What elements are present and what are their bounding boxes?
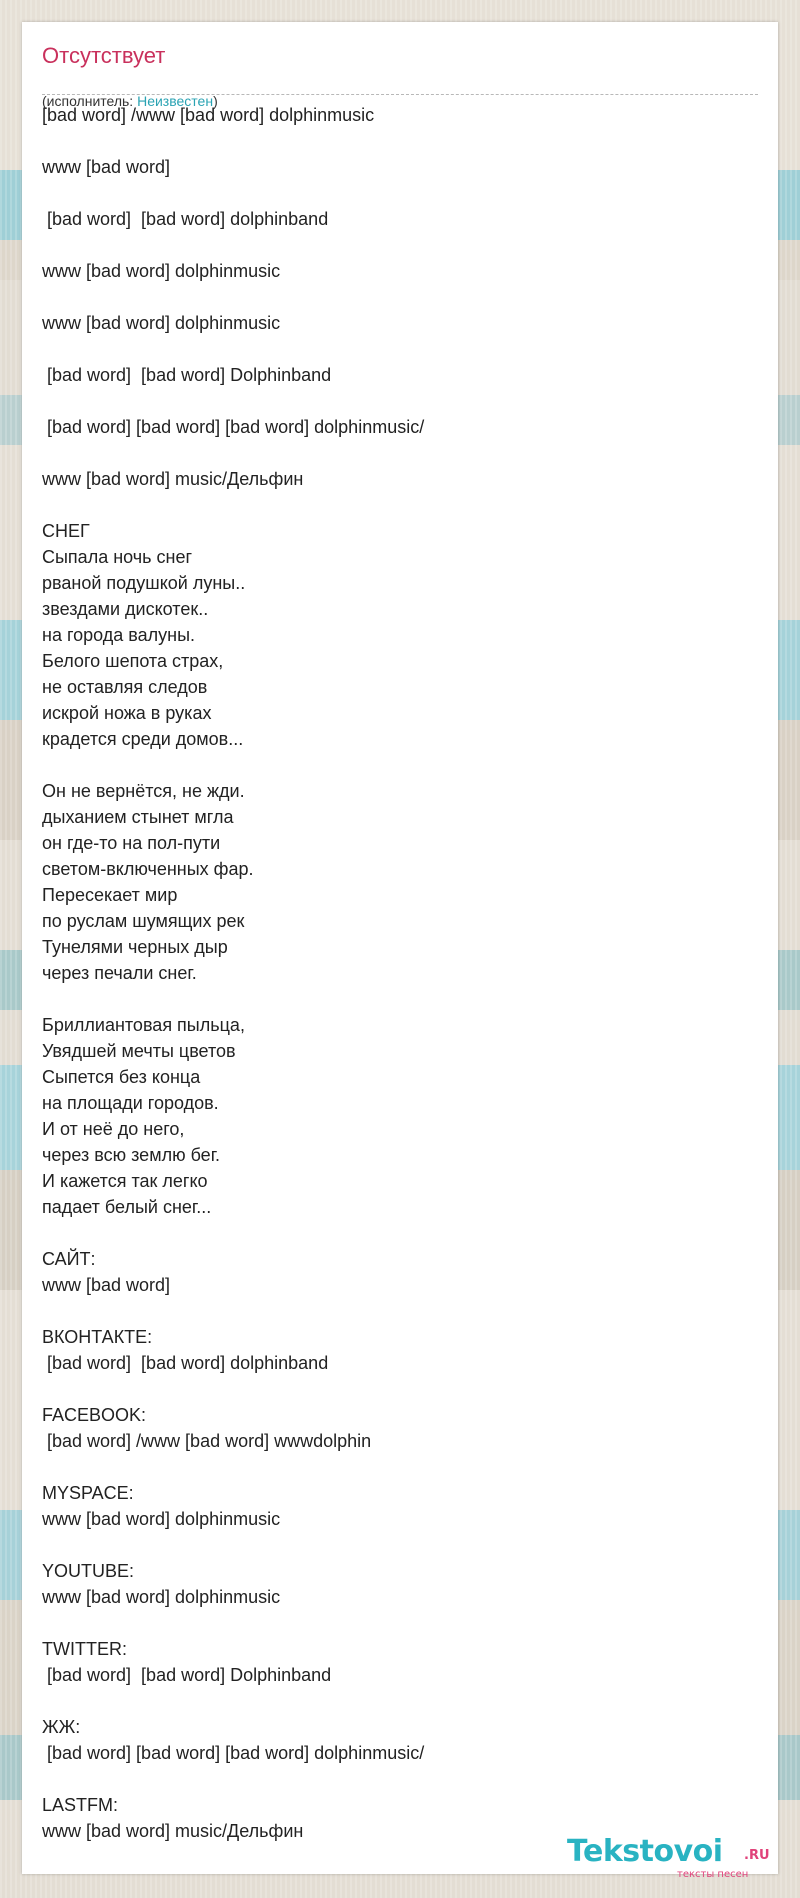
site-logo[interactable]	[567, 1834, 770, 1880]
lyrics-text: [bad word] /www [bad word] dolphinmusic www [bad word] [bad word] [bad word] dolphinband www [bad word] dolphinmusic www [bad word] dolphinmusic [bad word] [bad word] Dolphinband [bad word] [bad word] [bad word] dolphinmusic/ www [bad word] music/Дельфин СНЕГ Сыпала ночь снег рваной подушкой луны.. звездами дискотек.. на города валуны. Белого шепота страх, не оставляя следов искрой ножа в руках крадется среди домов... Он не вернётся, не жди. дыханием стынет мгла он где-то на пол-пути светом-включенных фар. Пересекает мир по руслам шумящих рек Тунелями черных дыр через печали снег. Бриллиантовая пыльца, Увядшей мечты цветов Сыпется без конца на площади городов. И от неё до него, через всю землю бег. И кажется так легко падает белый снег... САЙТ: www [bad word] ВКОНТАКТЕ: [bad word] [bad word] dolphinband FACEBOOK: [bad word] /www [bad word] wwwdolphin MYSPACE: www [bad word] dolphinmusic YOUTUBE: www [bad word] dolphinmusic TWITTER: [bad word] [bad word] Dolphinband ЖЖ: [bad word] [bad word] [bad word] dolphinmusic/ LASTFM: www [bad word] music/Дельфин	[42, 105, 425, 1841]
song-title: Отсутствует	[42, 43, 166, 68]
logo-tagline: тексты песен	[677, 1869, 749, 1880]
logo-domain: .RU	[744, 1848, 770, 1863]
artist-suffix: )	[213, 93, 218, 109]
artist-link[interactable]: Неизвестен	[137, 93, 214, 109]
logo-wordmark: Tekstovoi	[567, 1834, 723, 1869]
song-header	[42, 42, 758, 109]
artist-prefix: (исполнитель:	[42, 93, 138, 109]
lyrics-card	[22, 22, 778, 1880]
